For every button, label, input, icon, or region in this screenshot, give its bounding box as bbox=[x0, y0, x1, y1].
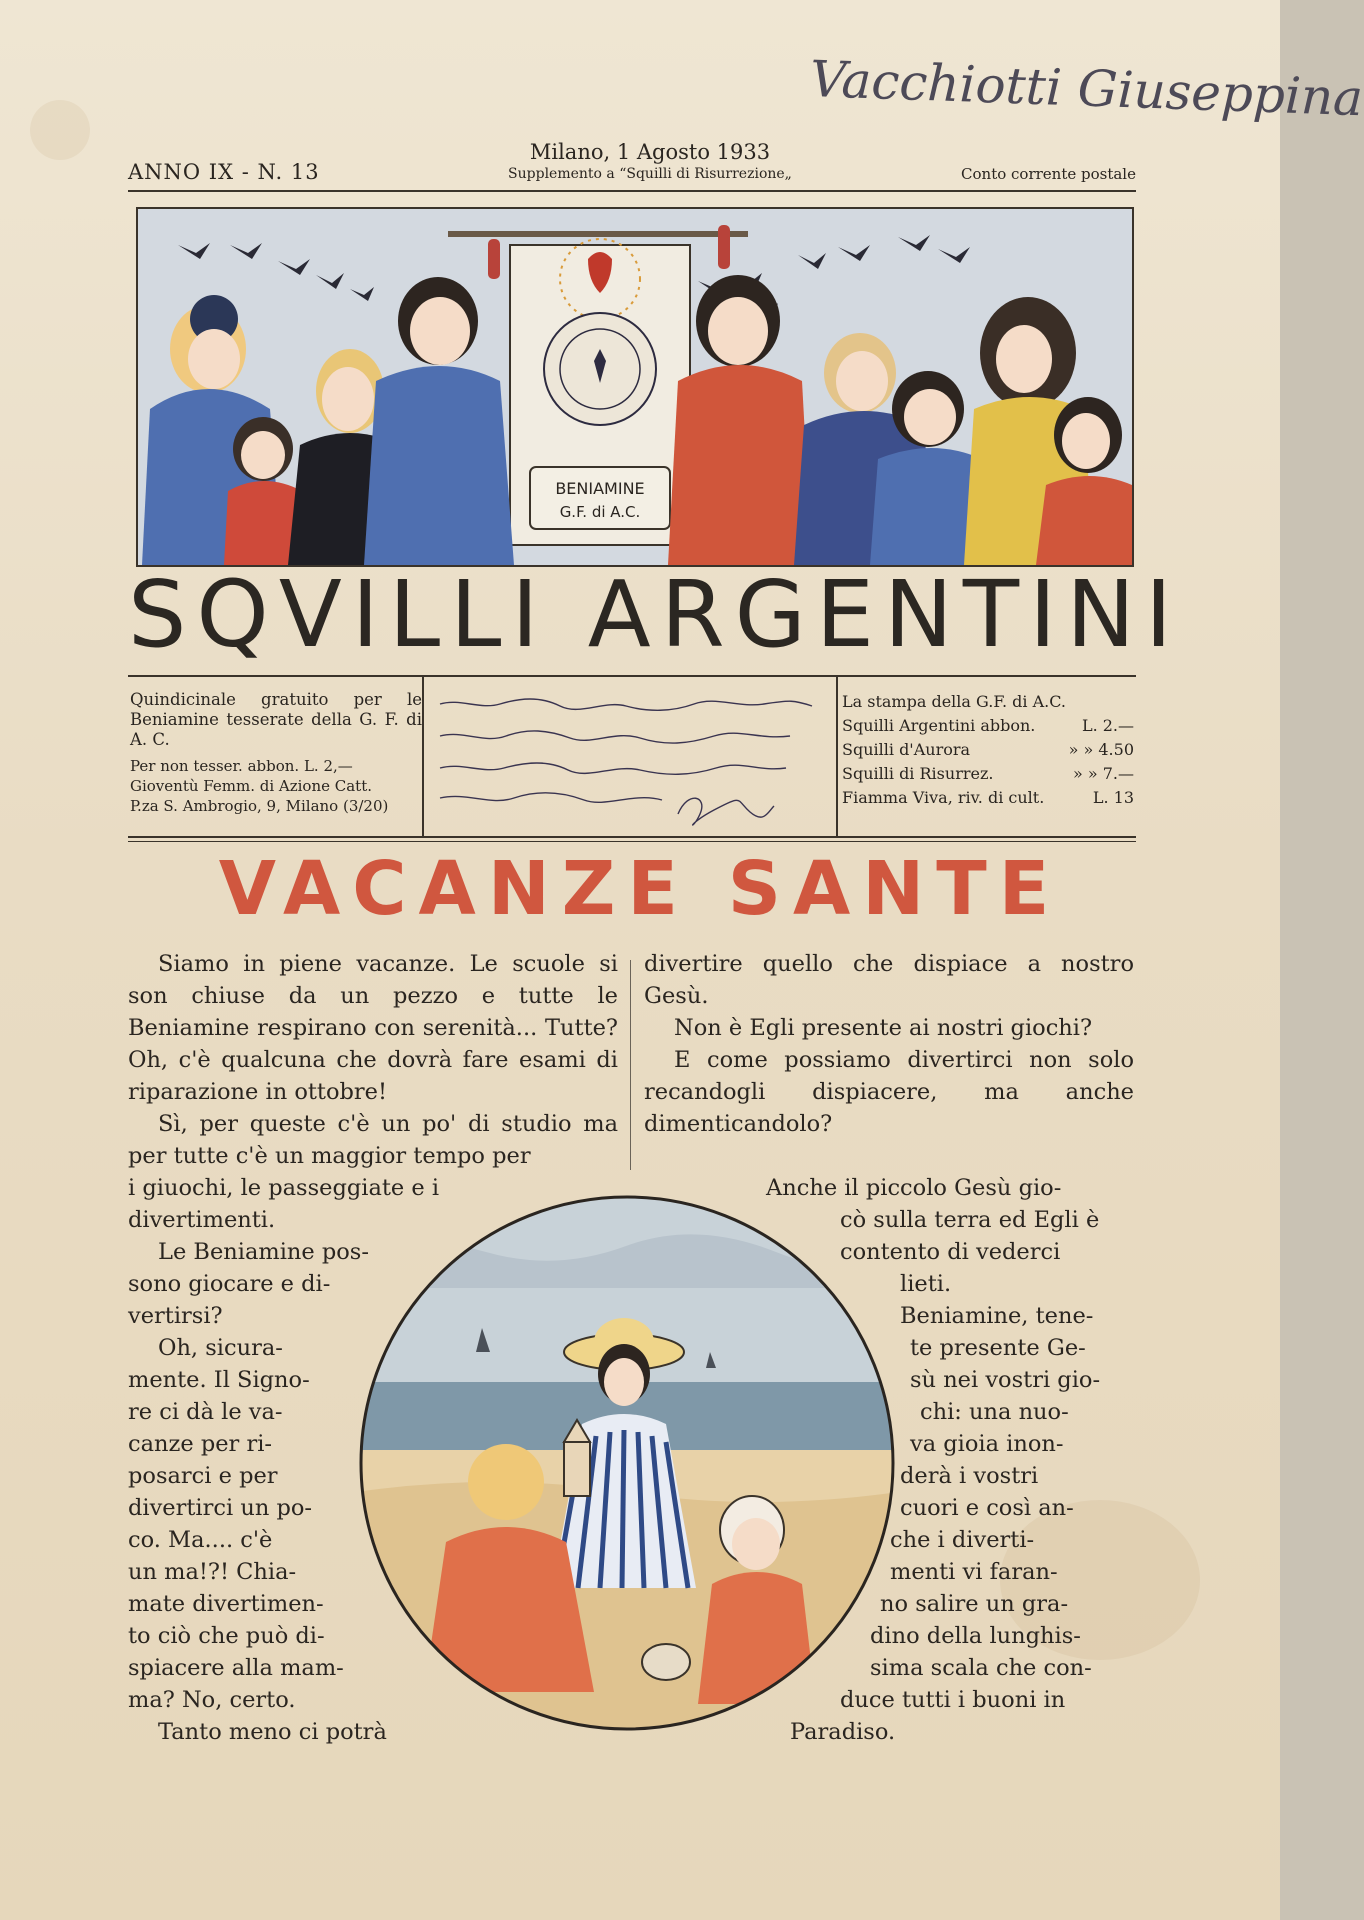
column-divider bbox=[630, 960, 631, 1170]
text-line: no salire un gra- bbox=[880, 1591, 1069, 1617]
text-line: dino della lunghis- bbox=[870, 1623, 1081, 1649]
text-line: re ci dà le va- bbox=[128, 1399, 283, 1425]
text-line: chi: una nuo- bbox=[920, 1399, 1069, 1425]
info-top-rule bbox=[128, 675, 1136, 677]
paragraph: divertire quello che dispiace a nostro Gesù. bbox=[644, 951, 1134, 1009]
info-line: Per non tesser. abbon. L. 2,— bbox=[130, 757, 353, 775]
text-line: che i diverti- bbox=[890, 1527, 1035, 1553]
text-line: sima scala che con- bbox=[870, 1655, 1092, 1681]
text-line: Beniamine, tene- bbox=[900, 1303, 1094, 1329]
press-heading: La stampa della G.F. di A.C. bbox=[842, 692, 1066, 711]
text-line: mate divertimen- bbox=[128, 1591, 324, 1617]
text-line: duce tutti i buoni in bbox=[840, 1687, 1066, 1713]
text-line: contento di vederci bbox=[840, 1239, 1061, 1265]
text-line: lieti. bbox=[900, 1271, 952, 1297]
issue-number: ANNO IX - N. 13 bbox=[128, 160, 320, 184]
text-line: ma? No, certo. bbox=[128, 1687, 296, 1713]
text-line: divertirci un po- bbox=[128, 1495, 313, 1521]
text-line: mente. Il Signo- bbox=[128, 1367, 310, 1393]
text-line: un ma!?! Chia- bbox=[128, 1559, 297, 1585]
info-line: Gioventù Femm. di Azione Catt. bbox=[130, 777, 373, 795]
subscription-info bbox=[130, 690, 422, 816]
price-row: Squilli d'Aurora » » 4.50 bbox=[842, 740, 1134, 759]
text-line: posarci e per bbox=[128, 1463, 278, 1489]
text-line: va gioia inon- bbox=[910, 1431, 1064, 1457]
info-line: Quindicinale gratuito per le Beniamine tesserate della G. F. di A. C. bbox=[130, 690, 422, 749]
text-line: spiacere alla mam- bbox=[128, 1655, 344, 1681]
text-line: sù nei vostri gio- bbox=[910, 1367, 1101, 1393]
children-with-banner-illustration bbox=[138, 209, 1132, 565]
text-line: Tanto meno ci potrà bbox=[158, 1719, 387, 1745]
text-line: Paradiso. bbox=[790, 1719, 896, 1745]
info-bottom-rule bbox=[128, 836, 1136, 838]
text-line: Le Beniamine pos- bbox=[158, 1239, 369, 1265]
price-row: Squilli di Risurrez. » » 7.— bbox=[842, 764, 1134, 783]
info-divider bbox=[836, 676, 838, 836]
article-right-column bbox=[644, 948, 1134, 1140]
text-line: canze per ri- bbox=[128, 1431, 273, 1457]
header-rule bbox=[128, 190, 1136, 192]
text-line: Oh, sicura- bbox=[158, 1335, 283, 1361]
info-bottom-rule bbox=[128, 841, 1136, 842]
paper-stain bbox=[30, 100, 90, 160]
supplement-note: Supplemento a “Squilli di Risurrezione„ bbox=[508, 166, 792, 182]
price-row: Fiamma Viva, riv. di cult. L. 13 bbox=[842, 788, 1134, 807]
handwriting-scribble bbox=[428, 690, 832, 838]
postal-account: Conto corrente postale bbox=[961, 165, 1136, 183]
paragraph: Non è Egli presente ai nostri giochi? bbox=[674, 1015, 1093, 1041]
masthead-title: SQVILLI ARGENTINI bbox=[128, 561, 1183, 668]
text-line: derà i vostri bbox=[900, 1463, 1039, 1489]
article-left-column bbox=[128, 948, 618, 1172]
text-line: to ciò che può di- bbox=[128, 1623, 325, 1649]
text-line: cò sulla terra ed Egli è bbox=[840, 1207, 1100, 1233]
info-divider bbox=[422, 676, 424, 836]
text-line: cuori e così an- bbox=[900, 1495, 1074, 1521]
beach-children-illustration bbox=[356, 1192, 898, 1734]
text-line: vertirsi? bbox=[128, 1303, 223, 1329]
price-row: Squilli Argentini abbon. L. 2.— bbox=[842, 716, 1134, 735]
handwritten-signature: Vacchiotti Giuseppina bbox=[809, 49, 1364, 128]
sandcastle-icon bbox=[564, 1442, 590, 1496]
text-line: i giuochi, le passeggiate e i bbox=[128, 1175, 440, 1201]
badge-line2: G.F. di A.C. bbox=[559, 503, 641, 521]
text-line: co. Ma.... c'è bbox=[128, 1527, 273, 1553]
badge-line1: BENIAMINE bbox=[555, 479, 645, 498]
paragraph: Siamo in piene vacanze. Le scuole si son chiuse da un pezzo e tutte le Beniamine respirano con serenità... Tutte? Oh, c'è qualcuna che dovrà fare esami di riparazione in ottobre! bbox=[128, 951, 618, 1105]
bucket-icon bbox=[642, 1644, 690, 1680]
text-line: divertimenti. bbox=[128, 1207, 276, 1233]
text-line: sono giocare e di- bbox=[128, 1271, 331, 1297]
banner-illustration bbox=[136, 207, 1134, 567]
paragraph: E come possiamo divertirci non solo recandogli dispiacere, ma anche dimenticandolo? bbox=[644, 1047, 1134, 1137]
press-prices bbox=[842, 690, 1134, 810]
text-line: Anche il piccolo Gesù gio- bbox=[766, 1175, 1062, 1201]
paragraph: Sì, per queste c'è un po' di studio ma per tutte c'è un maggior tempo per bbox=[128, 1111, 618, 1169]
date: Milano, 1 Agosto 1933 bbox=[529, 140, 771, 164]
handwritten-blessing bbox=[428, 690, 832, 838]
info-line: P.za S. Ambrogio, 9, Milano (3/20) bbox=[130, 797, 389, 815]
text-line: menti vi faran- bbox=[890, 1559, 1058, 1585]
article-title: VACANZE SANTE bbox=[218, 846, 1062, 932]
text-line: te presente Ge- bbox=[910, 1335, 1086, 1361]
dateline bbox=[460, 140, 840, 182]
